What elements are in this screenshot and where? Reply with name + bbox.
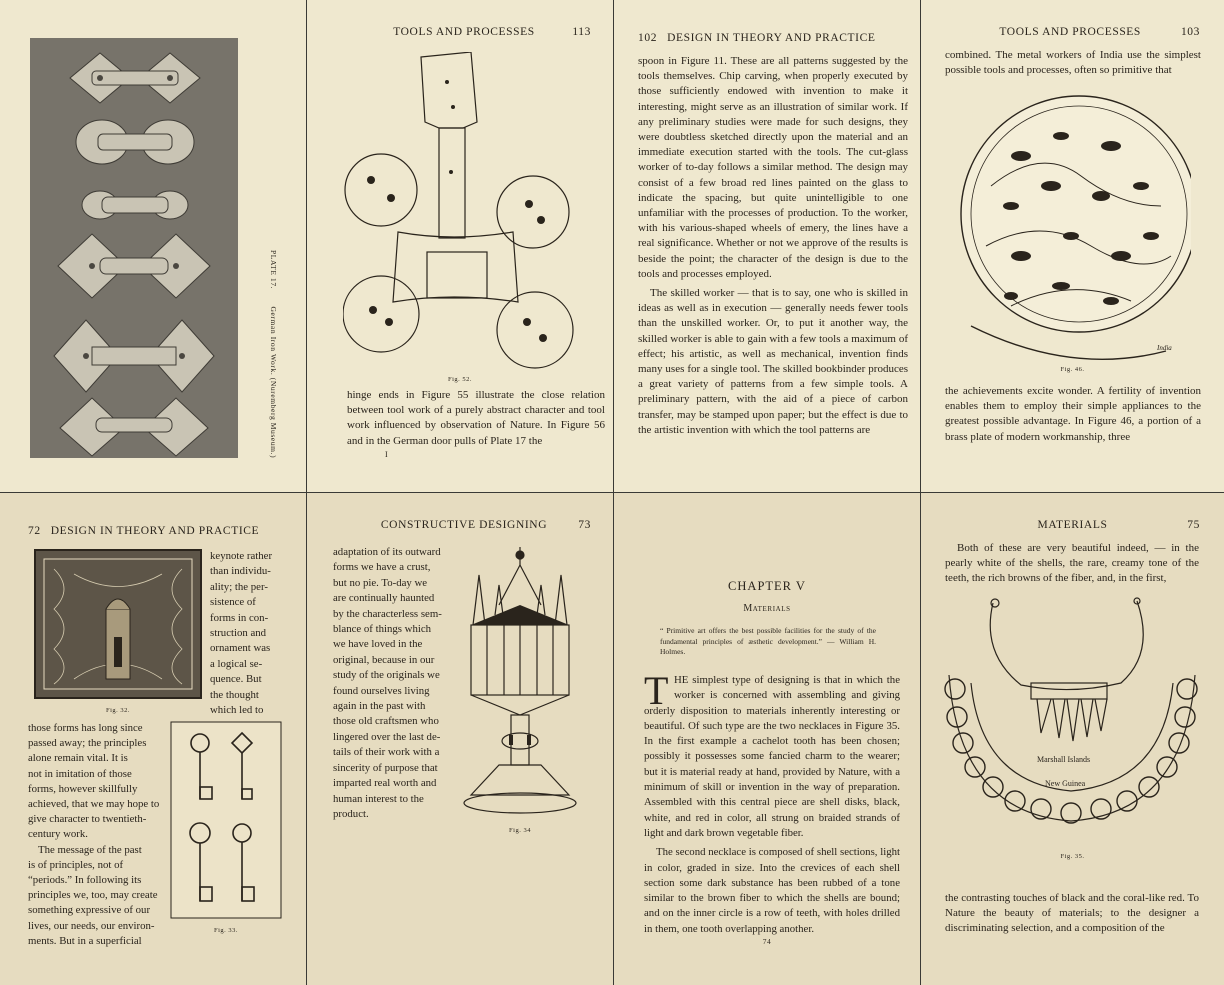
lower-column-text [28,721,168,949]
side-line: struction and [210,627,267,640]
body-line: sincerity of purpose that [333,761,438,774]
page-75 [921,493,1224,985]
bottom-paragraph: the achievements excite wonder. A fertility of invention enables them to employ their simple appliances to the greatest possible advantage. In Figure 46, a portion of a brass plate of modern workmanship, three [945,385,1201,443]
body-paragraph: hinge ends in Figure 55 illustrate the close relation between tool work of a purely abstract character and tool work influenced by observation of Nature. In Figure 56 and in the German door pulls of Plate 17 the [347,389,605,447]
figure-caption: Fig. 35. [1060,853,1085,860]
body-line: tails of their work with a [333,746,440,759]
running-head-title: MATERIALS [1037,519,1108,531]
body-line: again in the past with [333,700,426,713]
side-line: forms in con- [210,611,269,624]
lower-line: not in imitation of those [28,767,132,780]
body-line: we have loved in the [333,638,423,651]
lower-line: principles we, too, may create [28,889,158,902]
figure-caption: Fig. 46. [1060,366,1085,373]
page-number: 72 [28,525,41,537]
bottom-text [945,384,1201,449]
body-line: but no pie. To-day we [333,576,428,589]
side-line: quence. But [210,673,262,686]
side-line: than individu- [210,565,271,578]
footer-mark: I [385,450,389,459]
necklace-label-marshall: Marshall Islands [1037,755,1091,764]
page-number: 113 [572,26,591,38]
lower-line: those forms has long since [28,722,143,734]
figure-caption: Fig. 34 [509,827,531,834]
keys-illustration [170,721,282,919]
body-text [347,388,605,453]
lower-line: forms, however skillfully [28,782,138,795]
bottom-paragraph: the contrasting touches of black and the coral-like red. To Nature the beauty of materials; to the designer a discriminating selection, and a composition of the [945,892,1199,935]
side-line: the thought [210,688,259,701]
top-text [945,541,1199,591]
page-number: 102 [638,32,658,44]
lower-line: something expressive of our [28,904,151,917]
body-column-text [333,545,457,822]
reliquary-illustration [459,545,581,821]
lower-line: ments. But in a superficial [28,934,142,947]
body-line: product. [333,807,369,820]
running-head-title: DESIGN IN THEORY AND PRACTICE [667,32,876,44]
page-73 [307,493,613,985]
body-line: original, because in our [333,653,435,666]
necklace-label-new-guinea: New Guinea [1045,779,1086,788]
lower-line: achieved, that we may hope to [28,798,160,811]
door-pulls-illustration [30,38,238,458]
lower-line: “periods.” In following its [28,874,142,887]
running-head [945,519,1200,531]
brass-plate-illustration [951,86,1191,366]
side-line: keynote rather [210,550,273,562]
page-103 [921,0,1224,492]
first-paragraph: HE simplest type of designing is that in which the worker is concerned with assembling and giving orderly disposition to materials inherently interesting or beautiful. Of such type are the two necklaces in Figure 35. In the first example a cachelot tooth has been chosen; possibly it possesses some fancied charm to the wearer; but it is material ready at hand, provided by Nature, with a minimum of skill or invention in the way of preparation. Assembled with this central piece are shell disks, black, white, and red in color, all strung on braided strands of light and dark brown vegetable fiber. [644,674,900,839]
running-head-title: DESIGN IN THEORY AND PRACTICE [50,525,260,537]
side-line: sistence of [210,596,256,609]
plate-number: PLATE 17. [269,250,278,290]
hinge-illustration [343,52,583,370]
lower-line: The message of the past [38,843,142,856]
top-paragraph: combined. The metal workers of India use the simplest possible tools and processes, often so primitive that [945,49,1201,77]
lower-line: give character to twentieth- [28,813,147,826]
body-line: blance of things which [333,623,432,636]
running-head-title: TOOLS AND PROCESSES [999,26,1141,38]
running-head [28,525,284,537]
body-line: adaptation of its outward [333,546,441,558]
epigraph: “ Primitive art offers the best possible facilities for the study of the fundamental principles of æsthetic development.” — William H. Holmes. [660,626,876,656]
page-number: 74 [762,937,772,946]
chapter-body [644,668,900,941]
running-head [638,32,898,44]
top-text [945,48,1201,82]
body-line: those old craftsmen who [333,715,439,728]
plate-title: German Iron Work. (Nuremberg Museum.) [269,306,278,459]
body-line: are continually haunted [333,592,435,605]
top-paragraph: Both of these are very beautiful indeed, — in the pearly white of the shells, the rare, creamy tone of the teeth, the rich browns of the fiber, and, in the first, [945,542,1199,585]
body-line: found ourselves living [333,684,430,697]
necklaces-illustration [941,593,1203,843]
body-line: human interest to the [333,792,424,805]
fig32-caption: Fig. 32. [105,707,131,714]
lower-line: alone remain vital. It is [28,752,128,765]
plate-17-page [0,0,306,492]
page-102 [614,0,920,492]
page-72 [0,493,306,985]
running-head [945,26,1200,38]
side-line: ornament was [210,642,271,655]
page-113 [307,0,613,492]
running-head [337,519,591,531]
page-74 [614,493,920,985]
lower-line: is of principles, not of [28,858,124,871]
body-line: by the characterless sem- [333,607,442,620]
body-line: study of the originals we [333,669,440,682]
fig33-caption: Fig. 33. [213,927,239,934]
figure-label: India [1157,344,1172,352]
second-paragraph: The second necklace is composed of shell sections, light in color, graded in size. Into the crevices of each shell section some dark substance has been rubbed of a tone similar to the brown fiber to which the shells are bound; and on the inner circle is a row of teeth, with holes drilled in them, one tooth overlapping another. [644,846,900,935]
side-line: a logical se- [210,657,263,670]
body-text [638,54,908,442]
side-line: which led to [210,704,264,717]
running-head-title: TOOLS AND PROCESSES [393,26,535,38]
side-column-text [210,549,284,718]
body-line: forms we have a crust, [333,561,431,574]
carved-panel-illustration [34,549,202,699]
page-number: 103 [1180,26,1200,38]
drop-cap: T [644,668,669,713]
page-number: 75 [1187,519,1200,531]
paragraph-2: The skilled worker — that is to say, one who is skilled in ideas as well as in execution — generally needs fewer tools than the unskilled worker. Or, to put it another way, the skilled worker is able to gain with a few tools a maximum of effect; his artistic, as well as mechanical, invention finds many uses for a single tool. The skilled bookbinder produces a great variety of patterns from a few simple tools. A preliminary pattern, with the aid of a piece of carbon transfer, may be stamped upon paper; but the effect is due to the artistic invention with which the tool patterns are [638,287,908,436]
lower-line: century work. [28,828,88,841]
body-line: lingered over the last de- [333,730,441,743]
figure-caption: Fig. 52. [447,376,473,383]
running-head-title: CONSTRUCTIVE DESIGNING [380,519,548,531]
body-line: imparted real worth and [333,777,437,790]
plate-photo [30,38,238,458]
side-line: ality; the per- [210,580,268,593]
chapter-title: Materials [743,603,791,614]
chapter-number: CHAPTER V [728,579,806,593]
plate-side-caption [268,40,306,460]
paragraph-1: spoon in Figure 11. These are all patterns suggested by the tools themselves. Chip carving, when properly executed by those sufficiently endowed with invention to make it interesting, might serve as an illustration of similar work. If any preliminary studies were made for such designs, they were doubtless sketched directly upon the material and an immediate execution started with the tools. The cut-glass worker of to-day follows a similar method. The design may consist of a few broad red lines painted on the glass to indicate the spacing, but quite unintelligible to one unfamiliar with the processes of production. To the worker, with his various-shaped wheels of emery, the lines have a real significance. Whether or not we approve of the results is beside the point; the character of the design is due to the tools and processes employed. [638,55,908,280]
lower-line: lives, our needs, our environ- [28,919,155,932]
page-number: 73 [578,519,591,531]
running-head [337,26,591,38]
lower-line: passed away; the principles [28,737,147,750]
bottom-text [945,891,1199,941]
